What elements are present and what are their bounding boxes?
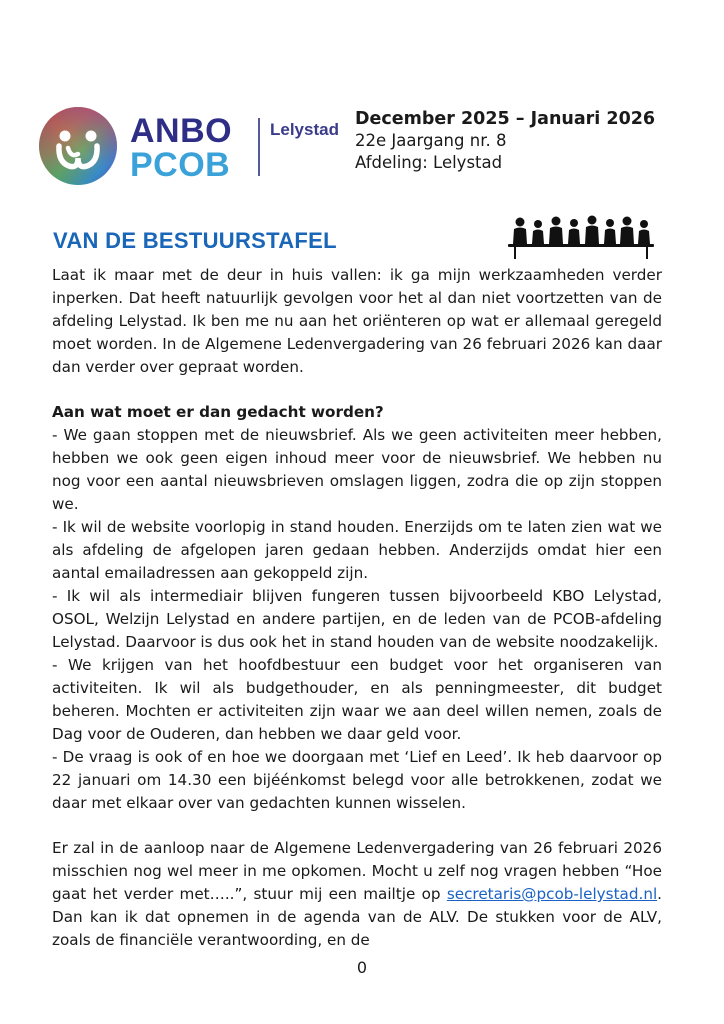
brand-pcob: PCOB xyxy=(130,146,231,184)
list-item: - De vraag is ook of en hoe we doorgaan met ‘Lief en Leed’. Ik heb daarvoor op 22 januari om 14.30 een bijéénkomst belegd voor alle betrokkenen, zodat we daar met elkaar over van gedachten kunnen wisselen. xyxy=(52,748,662,812)
issue-date: December 2025 – Januari 2026 xyxy=(355,109,656,129)
article-subheading: Aan wat moet er dan gedacht worden? xyxy=(52,403,384,421)
section-title: VAN DE BESTUURSTAFEL xyxy=(53,228,337,253)
article-body xyxy=(52,264,662,952)
closing-text-end: . Dan kan ik dat opnemen in de agenda van de ALV. De stukken voor de ALV, zoals de financiële verantwoording, en de xyxy=(52,885,662,949)
list-item: - We gaan stoppen met de nieuwsbrief. Als we geen activiteiten meer hebben, hebben we ook geen eigen inhoud meer voor de nieuwsbrief. We hebben nu nog voor een aantal nieuwsbrieven omslagen liggen, zodra die op zijn stoppen we. xyxy=(52,426,662,513)
article-closing xyxy=(52,837,662,952)
meeting-table-silhouette-icon xyxy=(506,214,656,260)
issue-info xyxy=(355,108,655,174)
brand-city: Lelystad xyxy=(270,120,339,139)
anbo-pcob-logo-icon xyxy=(38,106,118,186)
closing-text-start: Er zal in de aanloop naar de Algemene Ledenvergadering van 26 februari 2026 misschien nog wel meer in me opkomen. Mocht u zelf nog vragen hebben “Hoe gaat het verder met…..”, stuur mij een mailtje op xyxy=(52,839,662,903)
anbo-pcob-logo xyxy=(38,106,339,192)
issue-volume: 22e Jaargang nr. 8 xyxy=(355,131,507,150)
brand-anbo: ANBO xyxy=(130,112,233,150)
list-item: - We krijgen van het hoofdbestuur een budget voor het organiseren van activiteiten. Ik wil als budgethouder, en als penningmeester, dit budget beheren. Mochten er activiteiten zijn waar we aan deel willen nemen, zoals de Dag voor de Ouderen, dan hebben we daar geld voor. xyxy=(52,656,662,743)
list-item: - Ik wil de website voorlopig in stand houden. Enerzijds om te laten zien wat we als afdeling de afgelopen jaren gedaan hebben. Anderzijds omdat hier een aantal emailadressen aan gekoppeld zijn. xyxy=(52,518,662,582)
brand-divider xyxy=(258,118,260,176)
issue-department: Afdeling: Lelystad xyxy=(355,153,503,172)
list-item: - Ik wil als intermediair blijven fungeren tussen bijvoorbeeld KBO Lelystad, OSOL, Welzijn Lelystad en andere partijen, en de leden van de PCOB-afdeling Lelystad. Daarvoor is dus ook het in stand houden van de website noodzakelijk. xyxy=(52,587,662,651)
page-number: 0 xyxy=(356,958,368,977)
email-link[interactable]: secretaris@pcob-lelystad.nl xyxy=(446,885,658,903)
article-intro: Laat ik maar met de deur in huis vallen: ik ga mijn werkzaamheden verder inperken. Dat heeft natuurlijk gevolgen voor het al dan niet voortzetten van de afdeling Lelystad. Ik ben me nu aan het oriënteren op wat er allemaal geregeld moet worden. In de Algemene Ledenvergadering van 26 februari 2026 kan daar dan verder over gepraat worden. xyxy=(52,266,662,376)
